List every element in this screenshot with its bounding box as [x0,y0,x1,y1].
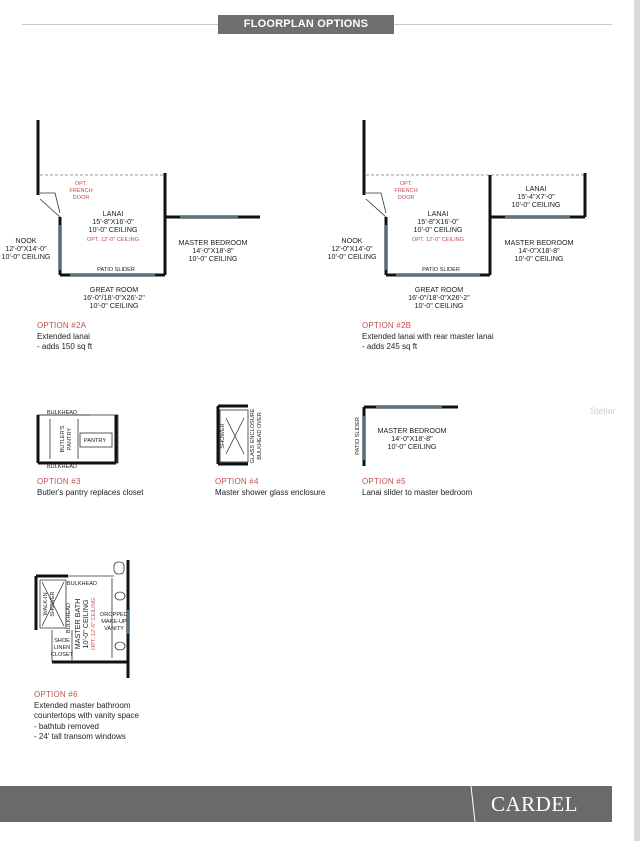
patio-slider-label: PATIO SLIDER [422,267,460,273]
master-bedroom-label: MASTER BEDROOM 14'-0"X18'-8" 10'-0" CEILING [178,238,248,263]
lanai-label: LANAI 15'-8"X16'-0" 10'-0" CEILING [413,209,463,234]
option-title: OPTION #6 [34,690,78,699]
option-line: - adds 150 sq ft [37,342,93,351]
option-line: Lanai slider to master bedroom [362,487,473,497]
great-room-label: GREAT ROOM 16'-0"/18'-0"X26'-2" 10'-0" CEILING [408,285,470,310]
nook-label: NOOK 12'-0"X14'-0" 10'-0" CEILING [327,236,377,261]
floorplan-option-4 [210,402,270,470]
option-line: - adds 245 sq ft [362,342,418,351]
pantry-label: PANTRY [83,438,107,444]
option-title: OPTION #2A [37,321,87,330]
option-title: OPTION #4 [215,477,259,486]
option-2a-text [37,321,92,353]
option-4-text [215,477,325,498]
option-3-text [37,477,143,498]
walkin-shower-label: WALK-INSHOWER [43,591,56,617]
glass-enclosure-label: GLASS ENCLOSUREBULKHEAD OVER [250,408,263,464]
dropped-makeup-vanity-label: DROPPED MAKE-UP VANITY [100,612,128,632]
great-room-label: GREAT ROOM 16'-0"/18'-0"X26'-2" 10'-0" CEILING [83,285,145,310]
watermark: Stellar [590,406,616,416]
option-line: Extended lanai with rear master lanai [362,331,494,341]
option-title: OPTION #5 [362,477,406,486]
option-5-text [362,477,472,498]
floorplan-option-6 [28,558,138,682]
patio-slider-label: PATIO SLIDER [355,417,361,455]
master-bath-label: MASTER BATH [73,598,82,650]
brand-logo: CARDEL [491,792,578,816]
option-line: Master shower glass enclosure [215,487,326,497]
opt-french-door-label: OPT. FRENCH DOOR [69,181,93,201]
option-6-text [34,690,139,743]
bulkhead-top-label: BULKHEAD [46,410,78,416]
bath-ceiling-label: 10'-0" CEILING [81,599,90,649]
option-line: Extended lanai [37,331,90,341]
option-line: - 24' tall transom windows [34,732,126,741]
nook-label: NOOK 12'-0"X14'-0" 10'-0" CEILING [1,236,51,261]
rear-lanai-label: LANAI 15'-4"X7'-0" 10'-0" CEILING [511,184,561,209]
footer-bar [0,786,612,822]
floorplan-option-3 [30,405,130,469]
patio-slider-label: PATIO SLIDER [97,267,135,273]
bulkhead-bottom-label: BULKHEAD [46,464,78,470]
option-line: Extended master bathroom [34,700,131,710]
master-bedroom-label: MASTER BEDROOM 14'-0"X18'-8" 10'-0" CEILING [377,426,447,451]
shoe-linen-closet-label: SHOE LINEN CLOSET [50,638,74,658]
shower-label: SHOWER [220,423,226,449]
option-line: Butler's pantry replaces closet [37,487,144,497]
lanai-opt-ceiling-label: OPT. 12'-0" CEILING [411,237,465,243]
bulkhead-label: BULKHEAD [66,581,98,587]
page-edge [634,0,640,841]
floorplan-option-5 [350,402,470,470]
option-line: countertops with vanity space [34,711,139,720]
master-bedroom-label: MASTER BEDROOM 14'-0"X18'-8" 10'-0" CEILING [504,238,574,263]
option-title: OPTION #2B [362,321,412,330]
footer-divider-icon [470,786,476,822]
bath-opt-ceiling-label: OPT. 12'-0" CEILING [91,597,97,651]
butlers-pantry-label: BUTLER'SPANTRY [60,425,73,453]
opt-french-door-label: OPT. FRENCH DOOR [394,181,418,201]
floorplan-option-2b [320,115,600,315]
floorplan-option-2a [0,115,270,315]
lanai-label: LANAI 15'-8"X16'-0" 10'-0" CEILING [88,209,138,234]
bulkhead-vertical-label: BULKHEAD [66,602,72,634]
page-title: FLOORPLAN OPTIONS [218,15,394,34]
lanai-opt-ceiling-label: OPT. 12'-0" CEILING [86,237,140,243]
option-2b-text [362,321,494,353]
option-line: - bathtub removed [34,721,99,731]
option-title: OPTION #3 [37,477,81,486]
